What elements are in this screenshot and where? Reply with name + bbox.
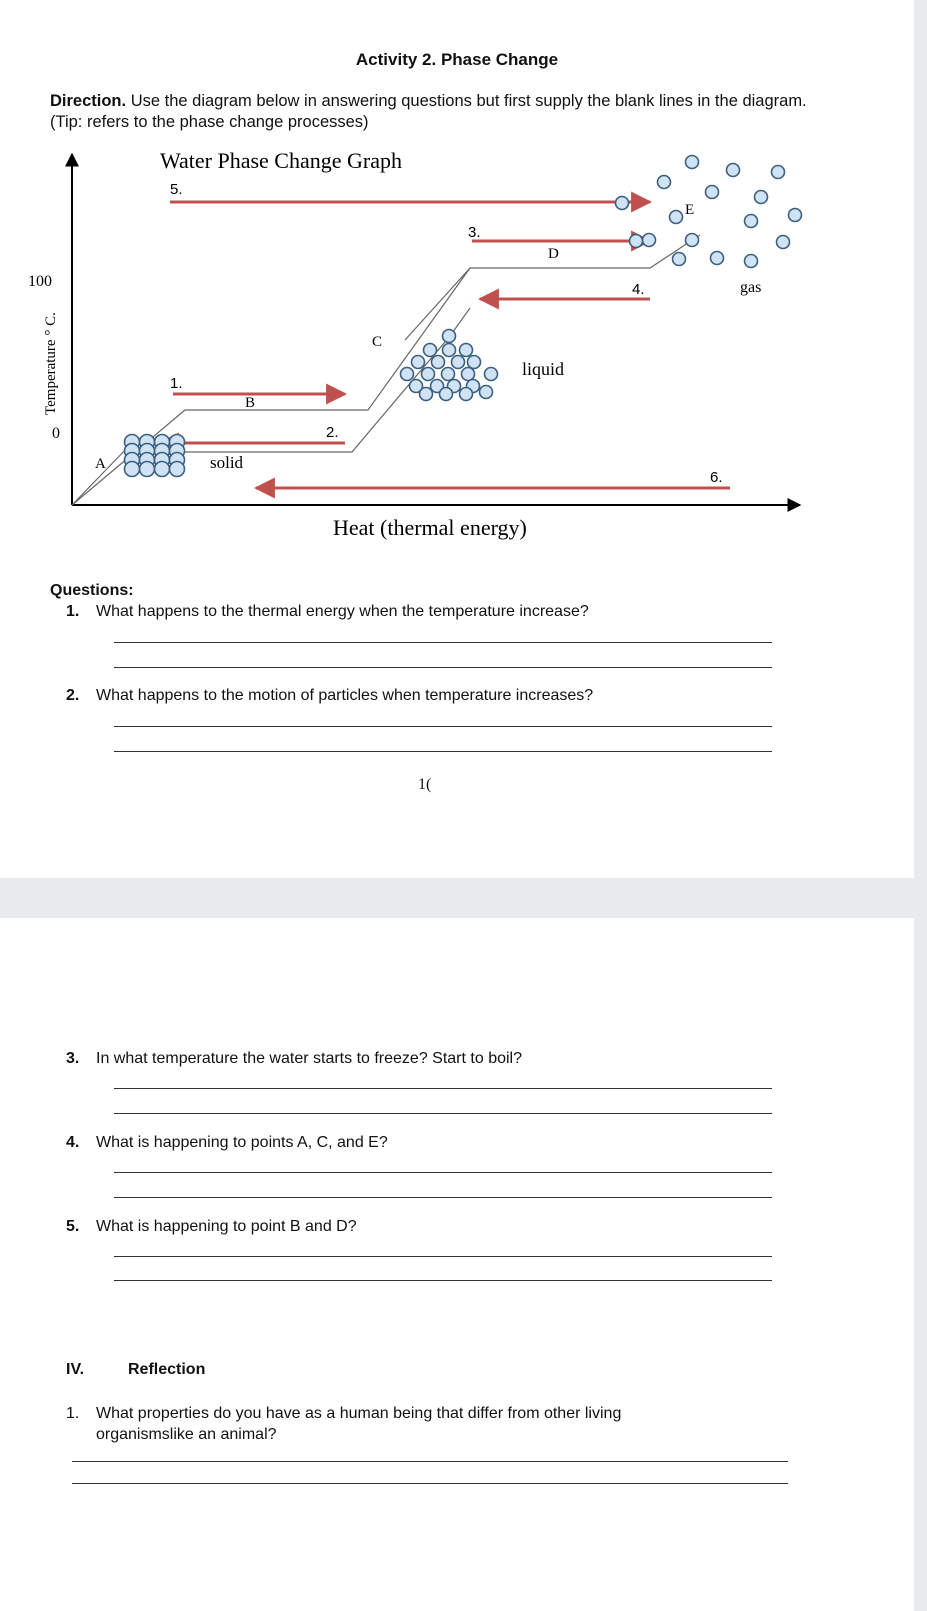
answer-line[interactable] xyxy=(72,1483,788,1484)
liquid-particle xyxy=(443,344,456,357)
answer-line[interactable] xyxy=(114,1256,772,1257)
liquid-particle xyxy=(440,388,453,401)
question-5 xyxy=(66,1218,357,1236)
answer-line[interactable] xyxy=(114,726,772,727)
x-axis-label: Heat (thermal energy) xyxy=(333,515,527,540)
liquid-particle xyxy=(432,356,445,369)
liquid-particle xyxy=(422,368,435,381)
liquid-particles xyxy=(401,330,498,401)
section-roman-numeral: IV. xyxy=(66,1361,85,1378)
gas-particle xyxy=(686,156,699,169)
liquid-particle xyxy=(412,356,425,369)
question-text: What happens to the thermal energy when the temperature increase? xyxy=(96,603,589,620)
liquid-particle xyxy=(401,368,414,381)
question-1 xyxy=(66,603,589,621)
answer-line[interactable] xyxy=(114,642,772,643)
question-number: 1. xyxy=(66,1405,80,1422)
gas-particle xyxy=(772,166,785,179)
gas-particle xyxy=(755,191,768,204)
liquid-particle xyxy=(452,356,465,369)
question-text: In what temperature the water starts to freeze? Start to boil? xyxy=(96,1050,522,1067)
gas-particle xyxy=(670,211,683,224)
answer-line[interactable] xyxy=(114,1197,772,1198)
liquid-particle xyxy=(460,344,473,357)
solid-particle xyxy=(170,462,185,477)
blank-label-5: 5. xyxy=(170,181,183,198)
state-liquid-label: liquid xyxy=(522,359,565,379)
question-number: 2. xyxy=(66,687,80,704)
answer-line[interactable] xyxy=(114,667,772,668)
question-number: 3. xyxy=(66,1050,80,1067)
liquid-particle xyxy=(462,368,475,381)
heating-curve-link xyxy=(405,268,470,340)
gas-particle xyxy=(789,209,802,222)
gas-particle xyxy=(616,197,629,210)
y-tick-100: 100 xyxy=(28,273,52,290)
answer-line[interactable] xyxy=(114,1172,772,1173)
phase-change-diagram xyxy=(0,140,914,550)
point-c-label: C xyxy=(372,334,383,350)
gas-particle xyxy=(643,234,656,247)
page-number: 1( xyxy=(418,776,432,793)
question-text: What properties do you have as a human being that differ from other living organismslike an animal? xyxy=(96,1405,622,1443)
gas-particle xyxy=(630,235,643,248)
gas-particle xyxy=(673,253,686,266)
y-axis-label: Temperature ° C. xyxy=(43,312,59,415)
question-text: What is happening to points A, C, and E? xyxy=(96,1134,388,1151)
liquid-particle xyxy=(468,356,481,369)
answer-line[interactable] xyxy=(72,1461,788,1462)
section-title: Reflection xyxy=(128,1361,206,1378)
solid-particle xyxy=(125,462,140,477)
activity-title: Activity 2. Phase Change xyxy=(355,50,559,69)
y-tick-0: 0 xyxy=(52,425,60,442)
question-3 xyxy=(66,1050,522,1068)
liquid-particle xyxy=(443,330,456,343)
answer-line[interactable] xyxy=(114,1113,772,1114)
gas-particle xyxy=(658,176,671,189)
segment-a xyxy=(72,445,130,505)
question-4 xyxy=(66,1134,388,1152)
gas-particle xyxy=(686,234,699,247)
point-e-label: E xyxy=(685,202,695,218)
answer-line[interactable] xyxy=(114,1088,772,1089)
liquid-particle xyxy=(442,368,455,381)
state-solid-label: solid xyxy=(210,453,244,472)
liquid-particle xyxy=(485,368,498,381)
point-d-label: D xyxy=(548,246,559,262)
reflection-question-1 xyxy=(66,1403,716,1445)
gas-particles xyxy=(616,156,802,268)
direction-paragraph xyxy=(50,91,830,133)
solid-particle xyxy=(140,462,155,477)
gas-particle xyxy=(777,236,790,249)
state-gas-label: gas xyxy=(740,279,762,296)
gas-particle xyxy=(745,255,758,268)
answer-line[interactable] xyxy=(114,751,772,752)
question-number: 1. xyxy=(66,603,80,620)
gas-particle xyxy=(711,252,724,265)
direction-text: Use the diagram below in answering questions but first supply the blank lines in the diagram. (Tip: refers to the phase change processes) xyxy=(50,92,807,131)
solid-particle xyxy=(155,462,170,477)
point-b-label: B xyxy=(245,395,256,411)
question-2 xyxy=(66,687,593,705)
question-number: 4. xyxy=(66,1134,80,1151)
blank-label-3: 3. xyxy=(468,224,481,241)
blank-label-1: 1. xyxy=(170,375,183,392)
question-text: What happens to the motion of particles when temperature increases? xyxy=(96,687,594,704)
liquid-particle xyxy=(460,388,473,401)
liquid-particle xyxy=(420,388,433,401)
blank-label-4: 4. xyxy=(632,281,645,298)
blank-label-6: 6. xyxy=(710,469,723,486)
diagram-title: Water Phase Change Graph xyxy=(160,148,402,173)
gas-particle xyxy=(745,215,758,228)
worksheet-page-2 xyxy=(0,918,914,1611)
liquid-particle xyxy=(480,386,493,399)
point-a-label: A xyxy=(95,456,106,472)
questions-heading: Questions: xyxy=(50,582,134,599)
gas-particle xyxy=(727,164,740,177)
question-text: What is happening to point B and D? xyxy=(96,1218,357,1235)
gas-particle xyxy=(706,186,719,199)
answer-line[interactable] xyxy=(114,1280,772,1281)
liquid-particle xyxy=(424,344,437,357)
question-number: 5. xyxy=(66,1218,80,1235)
solid-particles xyxy=(125,435,185,477)
direction-label: Direction. xyxy=(50,92,127,110)
blank-label-2: 2. xyxy=(326,424,339,441)
